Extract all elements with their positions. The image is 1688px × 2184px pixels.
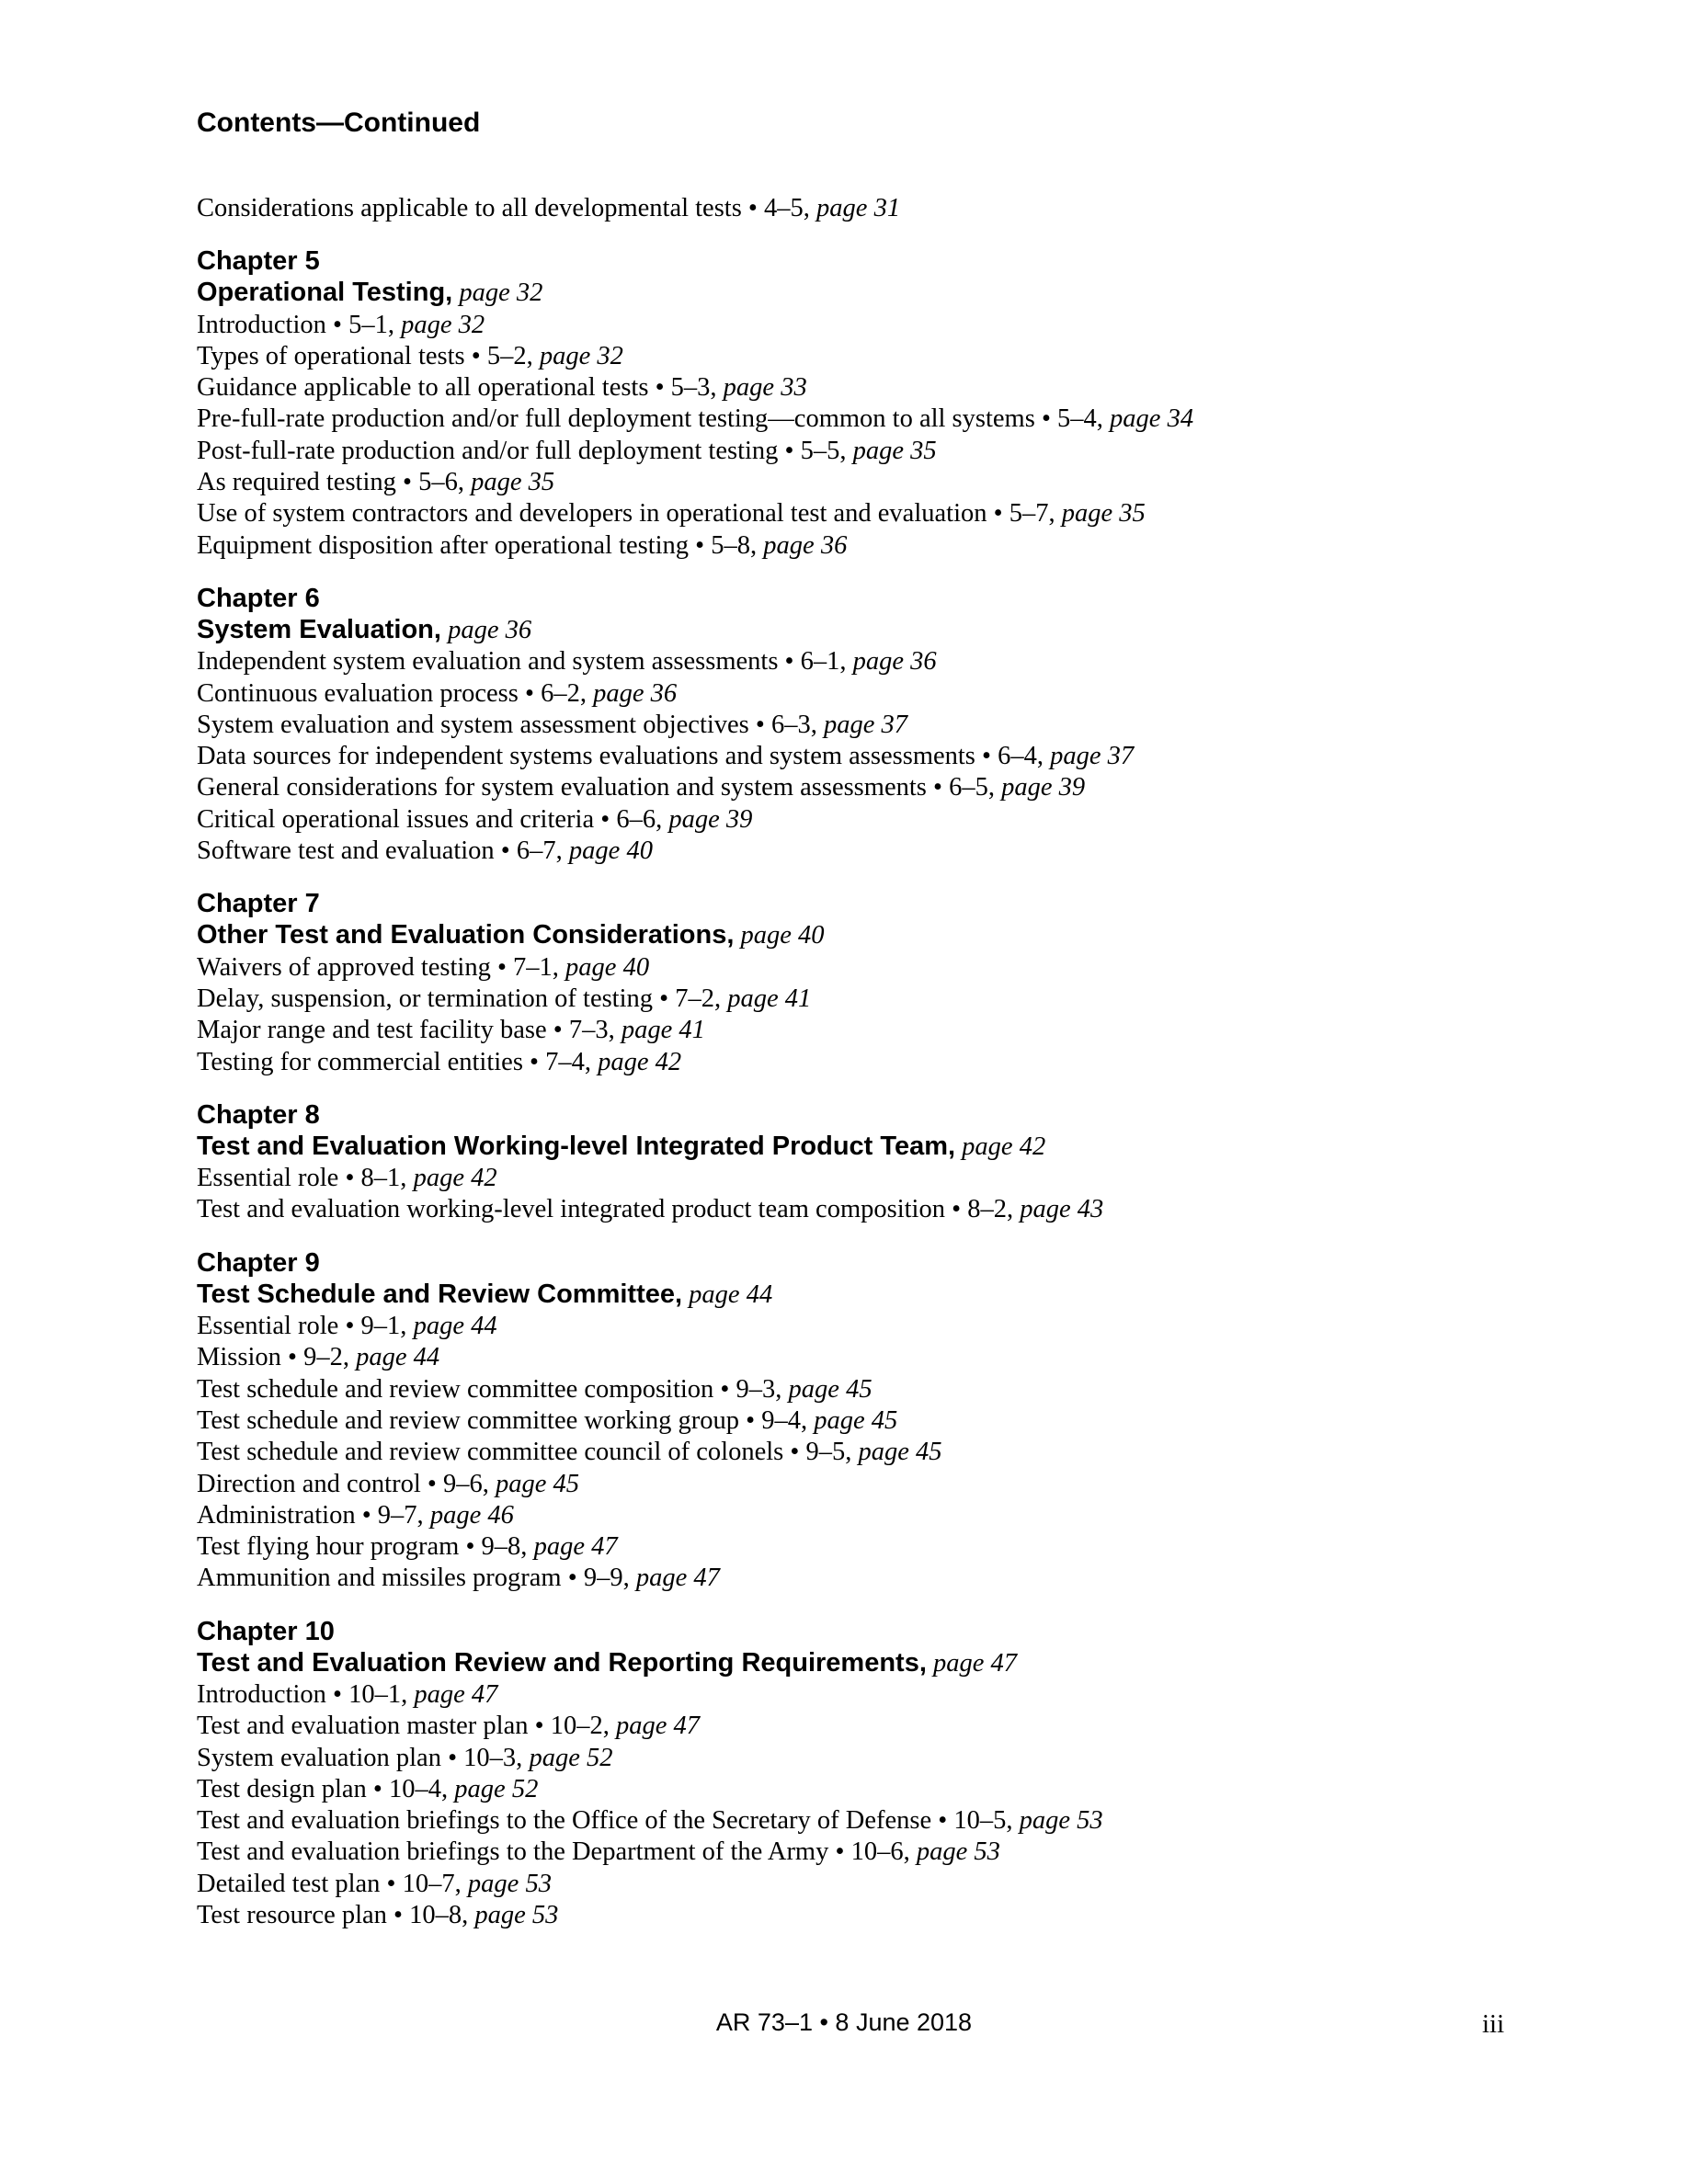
toc-entry-text: Use of system contractors and developers in operational test and evaluation • 5–7, [197,499,1062,529]
toc-entry[interactable] [197,1531,1576,1563]
chapter-section [197,583,1576,867]
toc-entry[interactable] [197,836,1576,867]
toc-entry[interactable] [197,498,1576,529]
toc-entry-page: page 45 [495,1469,580,1498]
toc-entry-page: page 37 [824,710,908,739]
toc-entry-text: Post-full-rate production and/or full deployment testing • 5–5, [197,436,853,465]
toc-entry-text: Test resource plan • 10–8, [197,1901,475,1930]
toc-entry-page: page 36 [593,678,678,708]
toc-entry-page: page 47 [615,1712,700,1741]
toc-entry-text: Essential role • 8–1, [197,1164,414,1193]
chapter-page: page 40 [740,921,825,950]
toc-entry-page: page 39 [668,804,753,834]
toc-entry-text: Test and evaluation master plan • 10–2, [197,1712,616,1741]
toc-entry[interactable] [197,193,1576,224]
toc-entry-page: page 31 [816,194,901,222]
toc-entry[interactable] [197,530,1576,562]
toc-entry-page: page 53 [474,1901,559,1930]
toc-entry[interactable] [197,1900,1576,1931]
toc-entry[interactable] [197,1869,1576,1900]
chapter-label: Chapter 9 [197,1247,320,1278]
chapter-section [197,1247,1576,1595]
toc-entry[interactable] [197,1563,1576,1594]
toc-entry-text: Ammunition and missiles program • 9–9, [197,1564,636,1593]
toc-entry-page: page 39 [1001,773,1086,802]
chapter-page: page 47 [933,1648,1018,1678]
toc-entry-text: Software test and evaluation • 6–7, [197,836,569,866]
toc-entry[interactable] [197,1194,1576,1225]
chapter-title: Test and Evaluation Review and Reporting Requirements, [197,1647,927,1678]
toc-entry-page: page 47 [635,1564,720,1593]
toc-entry-text: Data sources for independent systems evaluations and system assessments • 6–4, [197,742,1051,771]
chapter-heading[interactable] [197,1279,1576,1311]
toc-entry-page: page 45 [858,1438,942,1467]
toc-entry-page: page 47 [533,1532,618,1562]
chapter-section [197,1616,1576,1932]
toc-entry-text: Test schedule and review committee composition • 9–3, [197,1374,789,1404]
toc-entry[interactable] [197,646,1576,677]
toc-entry-page: page 43 [1020,1195,1104,1224]
toc-entry-page: page 40 [565,952,650,982]
toc-entry-text: System evaluation plan • 10–3, [197,1743,530,1772]
toc-entry-text: Testing for commercial entities • 7–4, [197,1047,599,1076]
toc-entry-page: page 45 [814,1405,898,1435]
footer-page-number: iii [1482,2009,1505,2039]
toc-entry-page: page 47 [414,1679,498,1709]
toc-entry[interactable] [197,436,1576,467]
toc-entry-text: Test schedule and review committee working group • 9–4, [197,1405,815,1435]
toc-entry[interactable] [197,804,1576,836]
chapter-label: Chapter 5 [197,246,320,277]
toc-entry-page: page 33 [723,373,807,403]
page-title: Contents—Continued [197,108,481,138]
toc-entry[interactable] [197,1374,1576,1405]
footer-document-id: AR 73–1 • 8 June 2018 [715,2008,973,2036]
toc-entry-text: Test and evaluation briefings to the Department of the Army • 10–6, [197,1837,917,1867]
chapter-section [197,888,1576,1077]
chapter-label: Chapter 6 [197,583,320,613]
toc-entry-page: page 36 [852,647,937,677]
toc-entry-page: page 42 [413,1164,497,1193]
chapter-title: Operational Testing, [197,278,453,308]
toc-entry-text: Essential role • 9–1, [197,1312,414,1341]
toc-entry[interactable] [197,1805,1576,1837]
toc-entry-text: System evaluation and system assessment objectives • 6–3, [197,710,824,739]
toc-entry-page: page 41 [621,1016,705,1045]
table-of-contents [197,193,1576,1931]
toc-entry[interactable] [197,467,1576,498]
chapter-heading[interactable] [197,919,1576,951]
toc-entry[interactable] [197,372,1576,404]
toc-entry[interactable] [197,1047,1576,1078]
chapter-page: page 36 [448,615,532,644]
toc-entry-text: Continuous evaluation process • 6–2, [197,678,594,708]
toc-entry[interactable] [197,310,1576,341]
toc-entry-text: Direction and control • 9–6, [197,1469,496,1498]
toc-entry[interactable] [197,1500,1576,1531]
toc-entry-page: page 32 [401,310,485,339]
chapter-label: Chapter 7 [197,889,320,919]
toc-entry-text: Detailed test plan • 10–7, [197,1869,468,1898]
toc-entry-text: Mission • 9–2, [197,1343,357,1372]
chapter-title: Test and Evaluation Working-level Integrated Product Team, [197,1131,956,1161]
toc-entry[interactable] [197,1711,1576,1742]
toc-entry[interactable] [197,1311,1576,1342]
toc-entry-page: page 53 [916,1837,1000,1867]
toc-entry-text: Test and evaluation working-level integrated product team composition • 8–2, [197,1195,1021,1224]
toc-entry-page: page 44 [356,1343,440,1372]
toc-entry[interactable] [197,710,1576,741]
toc-entry[interactable] [197,741,1576,772]
toc-entry-page: page 36 [763,530,848,560]
chapter-heading[interactable] [197,1647,1576,1679]
toc-entry-text: Considerations applicable to all developmental tests • 4–5, [197,194,817,222]
toc-entry-text: Equipment disposition after operational testing • 5–8, [197,530,764,560]
toc-entry-text: Waivers of approved testing • 7–1, [197,952,566,982]
toc-entry-page: page 52 [529,1743,613,1772]
toc-entry-page: page 46 [429,1500,514,1530]
toc-entry-text: Administration • 9–7, [197,1500,430,1530]
chapter-heading[interactable] [197,614,1576,646]
chapter-heading[interactable] [197,1131,1576,1163]
toc-entry-page: page 35 [852,436,937,465]
toc-entry[interactable] [197,404,1576,435]
toc-entry-page: page 44 [413,1312,497,1341]
toc-entry[interactable] [197,1774,1576,1805]
toc-entry-text: Test design plan • 10–4, [197,1774,455,1803]
chapter-title: Other Test and Evaluation Considerations, [197,920,735,950]
toc-entry-page: page 41 [727,984,812,1013]
toc-entry-page: page 40 [568,836,653,866]
chapter-page: page 32 [459,279,543,308]
toc-entry-page: page 34 [1110,404,1194,434]
toc-entry-page: page 32 [539,341,623,370]
chapter-section [197,1099,1576,1226]
chapter-heading[interactable] [197,277,1576,309]
toc-entry-page: page 37 [1050,742,1135,771]
chapter-label: Chapter 10 [197,1616,335,1646]
toc-entry-page: page 42 [598,1047,682,1076]
toc-entry-text: Independent system evaluation and system assessments • 6–1, [197,647,853,677]
toc-entry-page: page 53 [467,1869,552,1898]
toc-entry[interactable] [197,1837,1576,1868]
toc-entry[interactable] [197,1469,1576,1500]
toc-entry-page: page 45 [788,1374,873,1404]
chapter-page: page 44 [689,1280,773,1309]
chapter-title: System Evaluation, [197,614,441,644]
toc-entry-page: page 35 [1061,499,1146,529]
toc-entry[interactable] [197,952,1576,984]
toc-entry[interactable] [197,1015,1576,1046]
toc-entry-text: Introduction • 5–1, [197,310,402,339]
chapter-section [197,245,1576,562]
toc-entry-text: General considerations for system evaluation and system assessments • 6–5, [197,773,1002,802]
toc-entry[interactable] [197,1342,1576,1373]
toc-entry-page: page 53 [1019,1806,1103,1836]
toc-entry-text: Delay, suspension, or termination of testing • 7–2, [197,984,728,1013]
toc-entry[interactable] [197,1437,1576,1468]
toc-entry-page: page 52 [454,1774,539,1803]
toc-entry-page: page 35 [471,468,555,497]
toc-entry-text: Critical operational issues and criteria • 6–6, [197,804,669,834]
toc-entry[interactable] [197,1679,1576,1711]
toc-entry-text: Test flying hour program • 9–8, [197,1532,534,1562]
chapter-page: page 42 [962,1132,1046,1161]
toc-entry-text: Guidance applicable to all operational tests • 5–3, [197,373,724,403]
toc-entry-text: Pre-full-rate production and/or full deployment testing—common to all systems • 5–4, [197,404,1111,434]
toc-entry[interactable] [197,984,1576,1015]
toc-entry-text: Introduction • 10–1, [197,1679,415,1709]
toc-entry-text: Test schedule and review committee council of colonels • 9–5, [197,1438,859,1467]
toc-entry[interactable] [197,1163,1576,1194]
toc-entry[interactable] [197,1743,1576,1774]
chapter-title: Test Schedule and Review Committee, [197,1279,683,1309]
toc-entry[interactable] [197,341,1576,372]
toc-entry[interactable] [197,772,1576,803]
toc-entry-text: As required testing • 5–6, [197,468,472,497]
toc-entry-text: Types of operational tests • 5–2, [197,341,540,370]
toc-entry-text: Major range and test facility base • 7–3, [197,1016,622,1045]
toc-entry-text: Test and evaluation briefings to the Office of the Secretary of Defense • 10–5, [197,1806,1020,1836]
toc-entry[interactable] [197,678,1576,710]
toc-entry[interactable] [197,1405,1576,1437]
chapter-label: Chapter 8 [197,1099,320,1130]
